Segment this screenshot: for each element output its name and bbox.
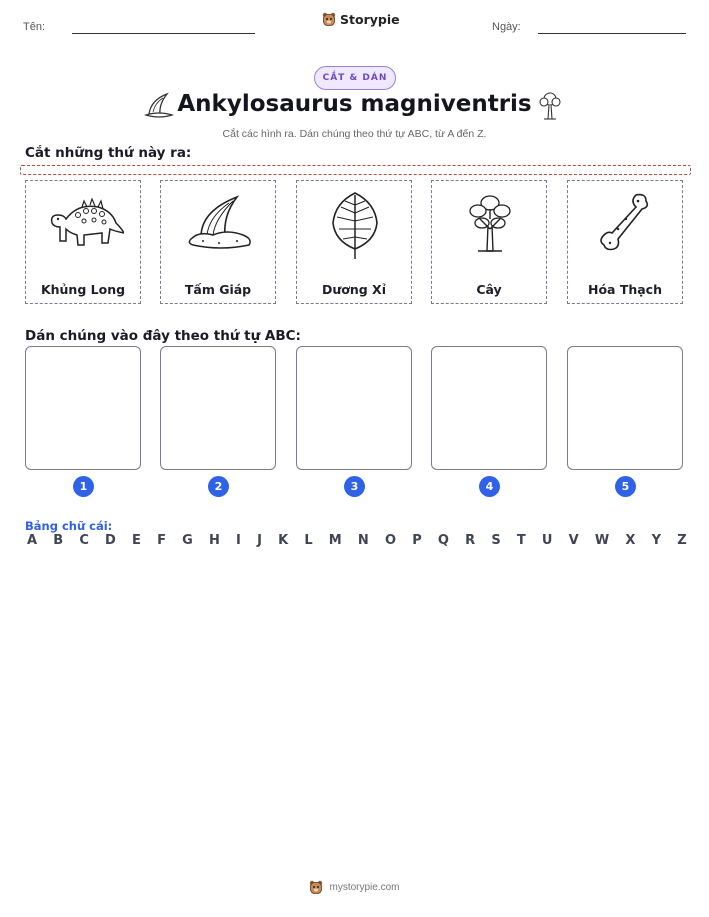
activity-badge: CẮT & DÁN (314, 66, 396, 90)
alphabet-letter: F (157, 533, 166, 548)
order-number: 2 (208, 476, 229, 497)
alphabet-letter: J (257, 533, 262, 548)
paste-heading: Dán chúng vào đây theo thứ tự ABC: (25, 328, 301, 344)
card-label: Cây (476, 282, 502, 297)
brand-logo (322, 12, 400, 27)
alphabet-letter: R (465, 533, 476, 548)
alphabet-letter: N (357, 533, 369, 548)
alphabet-letter: Q (437, 533, 449, 548)
paste-box[interactable] (296, 346, 412, 470)
tree-icon (450, 189, 530, 259)
order-number: 3 (344, 476, 365, 497)
alphabet-letter: Z (677, 533, 687, 548)
cut-card[interactable] (25, 180, 141, 304)
storypie-mascot-icon (322, 12, 336, 27)
alphabet-letter: T (516, 533, 526, 548)
alphabet-letter: V (568, 533, 579, 548)
brand-name: Storypie (340, 12, 400, 27)
alphabet-row (27, 533, 687, 548)
cut-heading: Cắt những thứ này ra: (25, 145, 192, 161)
dinosaur-icon (44, 189, 124, 253)
alphabet-letter: H (208, 533, 220, 548)
alphabet-letter: Y (651, 533, 662, 548)
alphabet-letter: E (132, 533, 141, 548)
alphabet-letter: M (328, 533, 342, 548)
alphabet-letter: O (384, 533, 397, 548)
alphabet-letter: X (625, 533, 636, 548)
paste-box[interactable] (431, 346, 547, 470)
alphabet-letter: B (53, 533, 64, 548)
name-line (72, 33, 255, 34)
alphabet-letter: U (541, 533, 553, 548)
alphabet-letter: L (304, 533, 313, 548)
cut-card[interactable] (296, 180, 412, 304)
alphabet-letter: S (491, 533, 501, 548)
card-label: Dương Xỉ (322, 282, 386, 297)
order-number: 4 (479, 476, 500, 497)
storypie-mascot-icon (309, 880, 323, 895)
alphabet-letter: I (236, 533, 241, 548)
name-label: Tên: (23, 21, 46, 33)
card-label: Hóa Thạch (587, 282, 662, 297)
card-label: Khủng Long (40, 282, 126, 297)
paste-box[interactable] (25, 346, 141, 470)
alphabet-letter: C (79, 533, 89, 548)
alphabet-letter: G (182, 533, 193, 548)
instructions: Cắt các hình ra. Dán chúng theo thứ tự ABC, từ A đến Z. (222, 128, 487, 140)
cut-card[interactable] (567, 180, 683, 304)
armor-plate-icon (179, 189, 259, 253)
paste-box[interactable] (160, 346, 276, 470)
cut-line (20, 165, 691, 175)
order-number: 5 (615, 476, 636, 497)
fossil-bone-icon (586, 189, 666, 259)
footer-site: mystorypie.com (329, 882, 400, 893)
tree-decor-icon (537, 90, 563, 122)
alphabet-letter: K (278, 533, 289, 548)
alphabet-heading: Bảng chữ cái: (25, 519, 113, 533)
card-label: Tấm Giáp (184, 282, 252, 297)
page-title: Ankylosaurus magniventris (177, 91, 532, 117)
cut-card[interactable] (431, 180, 547, 304)
footer (0, 880, 709, 895)
alphabet-letter: D (105, 533, 116, 548)
date-line (538, 33, 686, 34)
paste-box[interactable] (567, 346, 683, 470)
alphabet-letter: P (412, 533, 422, 548)
order-number: 1 (73, 476, 94, 497)
alphabet-letter: A (27, 533, 38, 548)
cut-card[interactable] (160, 180, 276, 304)
fern-icon (315, 189, 395, 259)
date-label: Ngày: (492, 21, 521, 33)
alphabet-letter: W (594, 533, 610, 548)
